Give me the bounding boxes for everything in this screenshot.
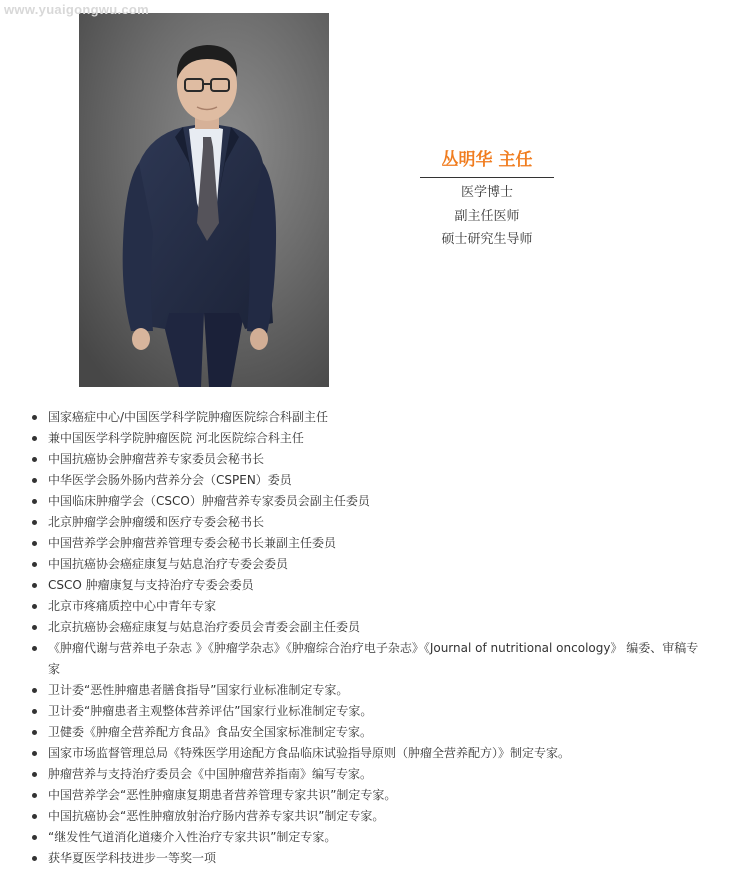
- list-item: 中国抗癌协会肿瘤营养专家委员会秘书长: [0, 449, 700, 470]
- list-item: 北京肿瘤学会肿瘤缓和医疗专委会秘书长: [0, 512, 700, 533]
- credential-degree: 医学博士: [460, 185, 513, 200]
- doctor-profile: [420, 147, 554, 252]
- watermark-text: www.yuaigongwu.com: [4, 2, 150, 17]
- list-item: 卫健委《肿瘤全营养配方食品》食品安全国家标准制定专家。: [0, 722, 700, 743]
- doctor-portrait-photo: [79, 13, 329, 387]
- roles-list: [0, 407, 700, 869]
- list-item: 中国临床肿瘤学会（CSCO）肿瘤营养专家委员会副主任委员: [0, 491, 700, 512]
- credential-title: 副主任医师: [454, 208, 520, 224]
- list-item: 获华夏医学科技进步一等奖一项: [0, 848, 700, 869]
- list-item: 中国营养学会肿瘤营养管理专委会秘书长兼副主任委员: [0, 533, 700, 554]
- list-item: 《肿瘤代谢与营养电子杂志 》《肿瘤学杂志》《肿瘤综合治疗电子杂志》《Journal of nutritional oncology》 编委、审稿专家: [0, 638, 700, 680]
- list-item: 中华医学会肠外肠内营养分会（CSPEN）委员: [0, 470, 700, 491]
- list-item: “继发性气道消化道瘘介入性治疗专家共识”制定专家。: [0, 827, 700, 848]
- list-item: 北京市疼痛质控中心中青年专家: [0, 596, 700, 617]
- list-item: 国家癌症中心/中国医学科学院肿瘤医院综合科副主任: [0, 407, 700, 428]
- list-item: 兼中国医学科学院肿瘤医院 河北医院综合科主任: [0, 428, 700, 449]
- portrait-icon: [79, 13, 329, 387]
- list-item: 中国抗癌协会“恶性肿瘤放射治疗肠内营养专家共识”制定专家。: [0, 806, 700, 827]
- list-item: 肿瘤营养与支持治疗委员会《中国肿瘤营养指南》编写专家。: [0, 764, 700, 785]
- list-item: 中国抗癌协会癌症康复与姑息治疗专委会委员: [0, 554, 700, 575]
- credentials: [420, 178, 554, 252]
- list-item: 卫计委“恶性肿瘤患者膳食指导”国家行业标准制定专家。: [0, 680, 700, 701]
- list-item: CSCO 肿瘤康复与支持治疗专委会委员: [0, 575, 700, 596]
- list-item: 北京抗癌协会癌症康复与姑息治疗委员会青委会副主任委员: [0, 617, 700, 638]
- credential-supervisor: 硕士研究生导师: [441, 232, 533, 247]
- list-item: 中国营养学会“恶性肿瘤康复期患者营养管理专家共识”制定专家。: [0, 785, 700, 806]
- list-item: 卫计委“肿瘤患者主观整体营养评估”国家行业标准制定专家。: [0, 701, 700, 722]
- doctor-name: 丛明华 主任: [420, 147, 554, 178]
- list-item: 国家市场监督管理总局《特殊医学用途配方食品临床试验指导原则（肿瘤全营养配方）》制定专家。: [0, 743, 700, 764]
